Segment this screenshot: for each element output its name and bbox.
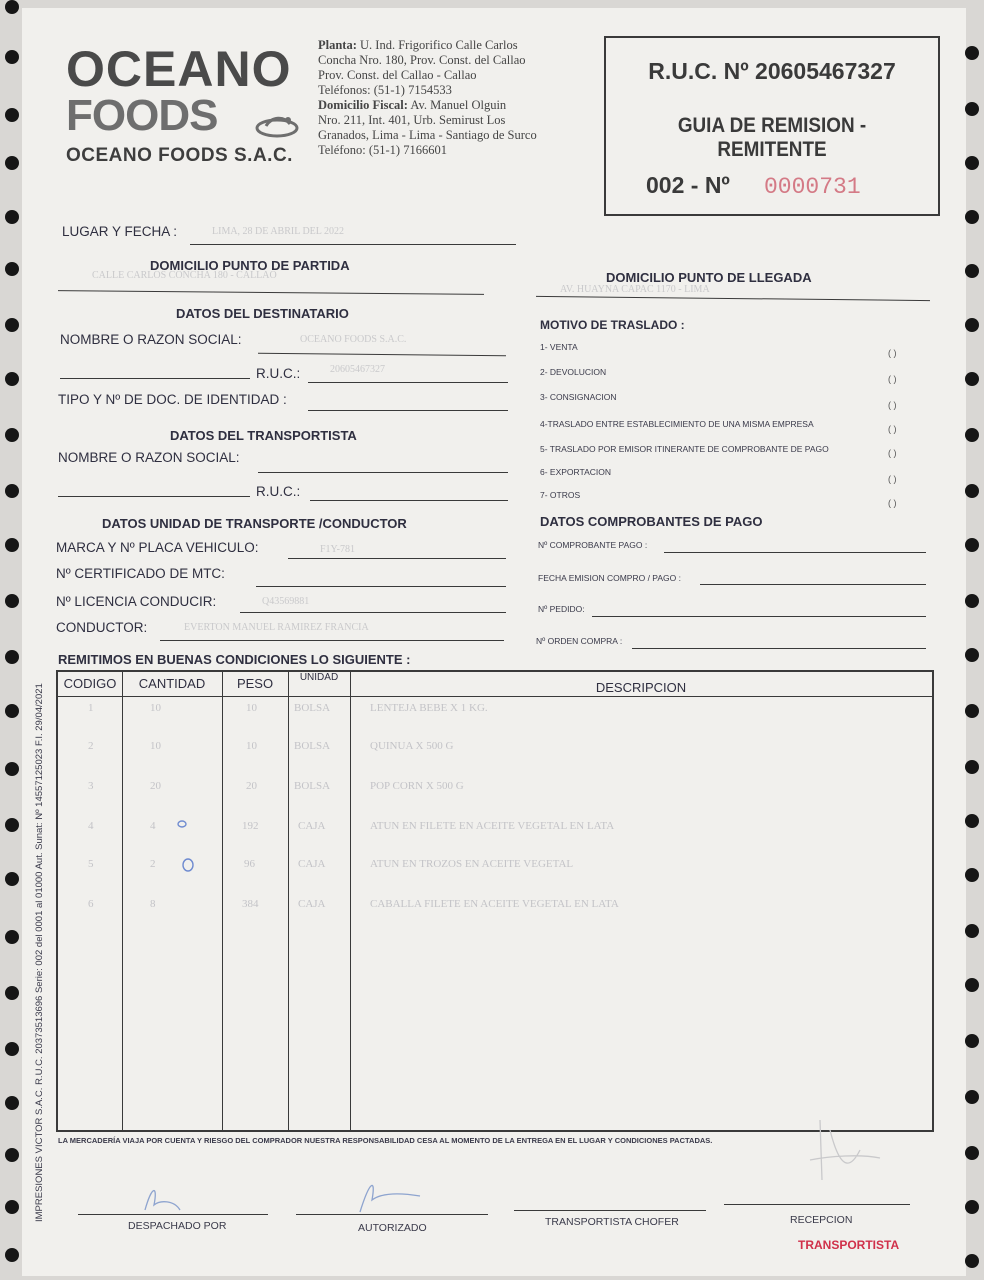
row-1-peso: 10 [246, 702, 257, 714]
feed-hole [965, 484, 979, 498]
row-2-descripcion: QUINUA X 500 G [370, 740, 454, 752]
row-5-cantidad: 2 [150, 858, 156, 870]
fish-logo-icon [254, 112, 300, 138]
logo-foods: FOODS [66, 91, 218, 140]
row-4-descripcion: ATUN EN FILETE EN ACEITE VEGETAL EN LATA [370, 820, 615, 832]
dest-razon-value: OCEANO FOODS S.A.C. [300, 334, 407, 345]
recepcion-label: RECEPCION [790, 1214, 853, 1226]
feed-hole [5, 210, 19, 224]
col-divider [288, 672, 289, 1130]
ruc-box [604, 36, 940, 216]
ruc-number: R.U.C. Nº 20605467327 [648, 58, 896, 84]
feed-hole [5, 108, 19, 122]
pen-check-marks [170, 810, 200, 880]
feed-hole [5, 156, 19, 170]
feed-hole [5, 762, 19, 776]
row-4-cantidad: 4 [150, 820, 156, 832]
table-header-rule [58, 696, 932, 697]
destinatario-title: DATOS DEL DESTINATARIO [176, 306, 349, 321]
feed-hole [5, 1148, 19, 1162]
row-3-descripcion: POP CORN X 500 G [370, 780, 464, 792]
fiscal-phone: Teléfono: (51-1) 7166601 [318, 143, 447, 157]
logo-oceano: OCEANO [66, 41, 292, 97]
feed-hole [5, 1042, 19, 1056]
motivo-devolucion: 2- DEVOLUCION [540, 367, 607, 377]
motivo-traslado-empresa: 4-TRASLADO ENTRE ESTABLECIMIENTO DE UNA MISMA EMPRESA [540, 419, 814, 429]
feed-hole [5, 594, 19, 608]
feed-hole [965, 1146, 979, 1160]
lugar-fecha-label: LUGAR Y FECHA : [62, 224, 178, 239]
feed-hole [5, 318, 19, 332]
signature-recepcion [800, 1110, 890, 1200]
despachado-line [78, 1214, 268, 1215]
feed-hole [965, 102, 979, 116]
motivo-venta-checkbox[interactable]: ( ) [888, 348, 897, 358]
fiscal-address-2: Nro. 211, Int. 401, Urb. Semirust Los [318, 113, 506, 127]
row-3-peso: 20 [246, 780, 257, 792]
row-6-codigo: 6 [88, 898, 94, 910]
motivo-consignacion: 3- CONSIGNACION [540, 392, 617, 402]
feed-hole [965, 648, 979, 662]
feed-hole [965, 1034, 979, 1048]
autorizado-label: AUTORIZADO [358, 1222, 427, 1234]
transp-extra-line [58, 496, 250, 497]
unidad-title: DATOS UNIDAD DE TRANSPORTE /CONDUCTOR [102, 516, 407, 531]
motivo-consignacion-checkbox[interactable]: ( ) [888, 400, 897, 410]
row-4-codigo: 4 [88, 820, 94, 832]
dest-ruc-label: R.U.C.: [256, 366, 301, 381]
row-3-unidad: BOLSA [294, 780, 331, 792]
col-divider [350, 672, 351, 1130]
feed-hole [5, 704, 19, 718]
fiscal-address-3: Granados, Lima - Lima - Santiago de Surco [318, 128, 537, 142]
plant-address-3: Prov. Const. del Callao - Callao [318, 68, 477, 82]
feed-hole [5, 428, 19, 442]
feed-hole [965, 1200, 979, 1214]
motivo-title: MOTIVO DE TRASLADO : [540, 318, 685, 332]
feed-hole [965, 868, 979, 882]
row-5-peso: 96 [244, 858, 255, 870]
col-divider [122, 672, 123, 1130]
feed-hole [965, 704, 979, 718]
feed-hole [5, 50, 19, 64]
plant-phone: Teléfonos: (51-1) 7154533 [318, 83, 452, 97]
orden-label: Nº ORDEN COMPRA : [536, 636, 623, 646]
llegada-value: AV. HUAYNA CAPAC 1170 - LIMA [560, 284, 710, 295]
feed-hole [965, 814, 979, 828]
row-2-codigo: 2 [88, 740, 94, 752]
certificado-label: Nº CERTIFICADO DE MTC: [56, 566, 225, 581]
comprobante-label: Nº COMPROBANTE PAGO : [538, 540, 648, 550]
feed-hole [5, 1248, 19, 1262]
feed-hole [965, 924, 979, 938]
orden-line [632, 648, 926, 649]
feed-hole [5, 872, 19, 886]
pedido-label: Nº PEDIDO: [538, 604, 585, 614]
row-6-cantidad: 8 [150, 898, 156, 910]
items-table [56, 670, 934, 1132]
header-cantidad: CANTIDAD [138, 676, 206, 691]
row-5-codigo: 5 [88, 858, 94, 870]
feed-hole [965, 46, 979, 60]
feed-hole [965, 372, 979, 386]
feed-hole [5, 484, 19, 498]
feed-hole [5, 0, 19, 14]
series-label: 002 - Nº [646, 172, 730, 198]
row-1-unidad: BOLSA [294, 702, 331, 714]
feed-hole [5, 372, 19, 386]
lugar-fecha-line [190, 244, 516, 245]
printer-imprint: IMPRESIONES VICTOR S.A.C. R.U.C. 20373513696 Serie: 002 del 0001 al 01000 Aut. Sunat: Nº 14557125023 F.I. 29/04/2021 [34, 683, 45, 1222]
transportista-chofer-label: TRANSPORTISTA CHOFER [545, 1216, 679, 1228]
comprobante-line [664, 552, 926, 553]
row-1-descripcion: LENTEJA BEBE X 1 KG. [370, 702, 488, 714]
fiscal-address-1: Av. Manuel Olguin [410, 98, 507, 112]
feed-hole [5, 1096, 19, 1110]
autorizado-line [296, 1214, 488, 1215]
fecha-emision-label: FECHA EMISION COMPRO / PAGO : [538, 573, 681, 583]
feed-hole [965, 1254, 979, 1268]
feed-hole [965, 318, 979, 332]
feed-hole [965, 210, 979, 224]
feed-hole [965, 538, 979, 552]
transp-razon-line [258, 472, 508, 473]
row-1-cantidad: 10 [150, 702, 161, 714]
motivo-exportacion-checkbox[interactable]: ( ) [888, 474, 897, 484]
feed-hole [965, 1090, 979, 1104]
signature-autorizado [350, 1176, 440, 1216]
marca-value: F1Y-781 [320, 544, 356, 555]
row-5-unidad: CAJA [298, 858, 326, 870]
row-3-codigo: 3 [88, 780, 94, 792]
copy-label: TRANSPORTISTA [798, 1238, 900, 1252]
footer-note: LA MERCADERÍA VIAJA POR CUENTA Y RIESGO DEL COMPRADOR NUESTRA RESPONSABILIDAD CESA AL MOMENTO DE LA ENTREGA EN EL LUGAR Y CONDICIONES PACTADAS. [58, 1136, 713, 1145]
company-address [318, 38, 598, 158]
header-unidad: UNIDAD [299, 672, 339, 683]
doc-type: GUIA DE REMISION - REMITENTE [677, 114, 867, 161]
feed-hole [965, 428, 979, 442]
fiscal-label: Domicilio Fiscal: [318, 98, 408, 112]
plant-label: Planta: [318, 38, 357, 52]
dest-ruc-value: 20605467327 [330, 364, 385, 375]
motivo-emisor-itinerante: 5- TRASLADO POR EMISOR ITINERANTE DE COMPROBANTE DE PAGO [540, 444, 829, 454]
conductor-line [160, 640, 504, 641]
header-descripcion: DESCRIPCION [595, 680, 687, 695]
feed-hole [5, 986, 19, 1000]
row-6-unidad: CAJA [298, 898, 326, 910]
row-4-unidad: CAJA [298, 820, 326, 832]
despachado-label: DESPACHADO POR [128, 1220, 227, 1232]
row-4-peso: 192 [242, 820, 259, 832]
pedido-line [592, 616, 926, 617]
row-2-peso: 10 [246, 740, 257, 752]
motivo-otros-checkbox[interactable]: ( ) [888, 498, 897, 508]
header-peso: PESO [236, 676, 274, 691]
row-3-cantidad: 20 [150, 780, 161, 792]
feed-hole [965, 264, 979, 278]
motivo-traslado-empresa-checkbox[interactable]: ( ) [888, 424, 897, 434]
document-number: 0000731 [764, 174, 861, 200]
feed-hole [5, 262, 19, 276]
marca-label: MARCA Y Nº PLACA VEHICULO: [56, 540, 259, 555]
feed-hole [5, 818, 19, 832]
col-divider [222, 672, 223, 1130]
fecha-emision-line [700, 584, 926, 585]
row-5-descripcion: ATUN EN TROZOS EN ACEITE VEGETAL [370, 858, 574, 870]
recepcion-line [724, 1204, 910, 1205]
feed-hole [965, 978, 979, 992]
company-name: OCEANO FOODS S.A.C. [66, 145, 293, 166]
chofer-line [514, 1210, 706, 1211]
row-2-unidad: BOLSA [294, 740, 331, 752]
header-codigo: CODIGO [63, 676, 117, 691]
motivo-exportacion: 6- EXPORTACION [540, 467, 612, 477]
feed-hole [5, 1200, 19, 1214]
feed-hole [965, 156, 979, 170]
comprobantes-title: DATOS COMPROBANTES DE PAGO [540, 514, 763, 529]
licencia-label: Nº LICENCIA CONDUCIR: [56, 594, 217, 609]
dest-extra-line [60, 378, 250, 379]
transportista-title: DATOS DEL TRANSPORTISTA [170, 428, 357, 443]
row-1-codigo: 1 [88, 702, 94, 714]
lugar-fecha-value: LIMA, 28 DE ABRIL DEL 2022 [212, 226, 345, 237]
row-6-descripcion: CABALLA FILETE EN ACEITE VEGETAL EN LATA [370, 898, 619, 910]
motivo-venta: 1- VENTA [540, 342, 578, 352]
dest-ruc-line [308, 382, 508, 383]
transp-ruc-line [310, 500, 508, 501]
licencia-value: Q43569881 [262, 596, 310, 607]
plant-address-1: U. Ind. Frigorifico Calle Carlos [360, 38, 518, 52]
feed-hole [5, 650, 19, 664]
conductor-label: CONDUCTOR: [56, 620, 148, 635]
doc-identidad-label: TIPO Y Nº DE DOC. DE IDENTIDAD : [58, 392, 287, 407]
motivo-emisor-itinerante-checkbox[interactable]: ( ) [888, 448, 897, 458]
row-6-peso: 384 [242, 898, 259, 910]
transp-razon-label: NOMBRE O RAZON SOCIAL: [58, 450, 240, 465]
licencia-line [240, 612, 506, 613]
conductor-value: EVERTON MANUEL RAMIREZ FRANCIA [184, 622, 369, 633]
feed-hole [5, 538, 19, 552]
row-2-cantidad: 10 [150, 740, 161, 752]
transp-ruc-label: R.U.C.: [256, 484, 301, 499]
header-unidad-medida [288, 672, 350, 683]
plant-address-2: Concha Nro. 180, Prov. Const. del Callao [318, 53, 526, 67]
partida-title: DOMICILIO PUNTO DE PARTIDA [150, 258, 350, 273]
llegada-title: DOMICILIO PUNTO DE LLEGADA [606, 270, 812, 285]
motivo-devolucion-checkbox[interactable]: ( ) [888, 374, 897, 384]
feed-hole [965, 594, 979, 608]
table-intro: REMITIMOS EN BUENAS CONDICIONES LO SIGUIENTE : [58, 652, 411, 667]
partida-value: CALLE CARLOS CONCHA 180 - CALLAO [92, 270, 277, 281]
dest-razon-label: NOMBRE O RAZON SOCIAL: [60, 332, 242, 347]
motivo-otros: 7- OTROS [540, 490, 581, 500]
doc-identidad-line [308, 410, 508, 411]
marca-line [288, 558, 506, 559]
certificado-line [256, 586, 506, 587]
feed-hole [965, 760, 979, 774]
feed-hole [5, 930, 19, 944]
